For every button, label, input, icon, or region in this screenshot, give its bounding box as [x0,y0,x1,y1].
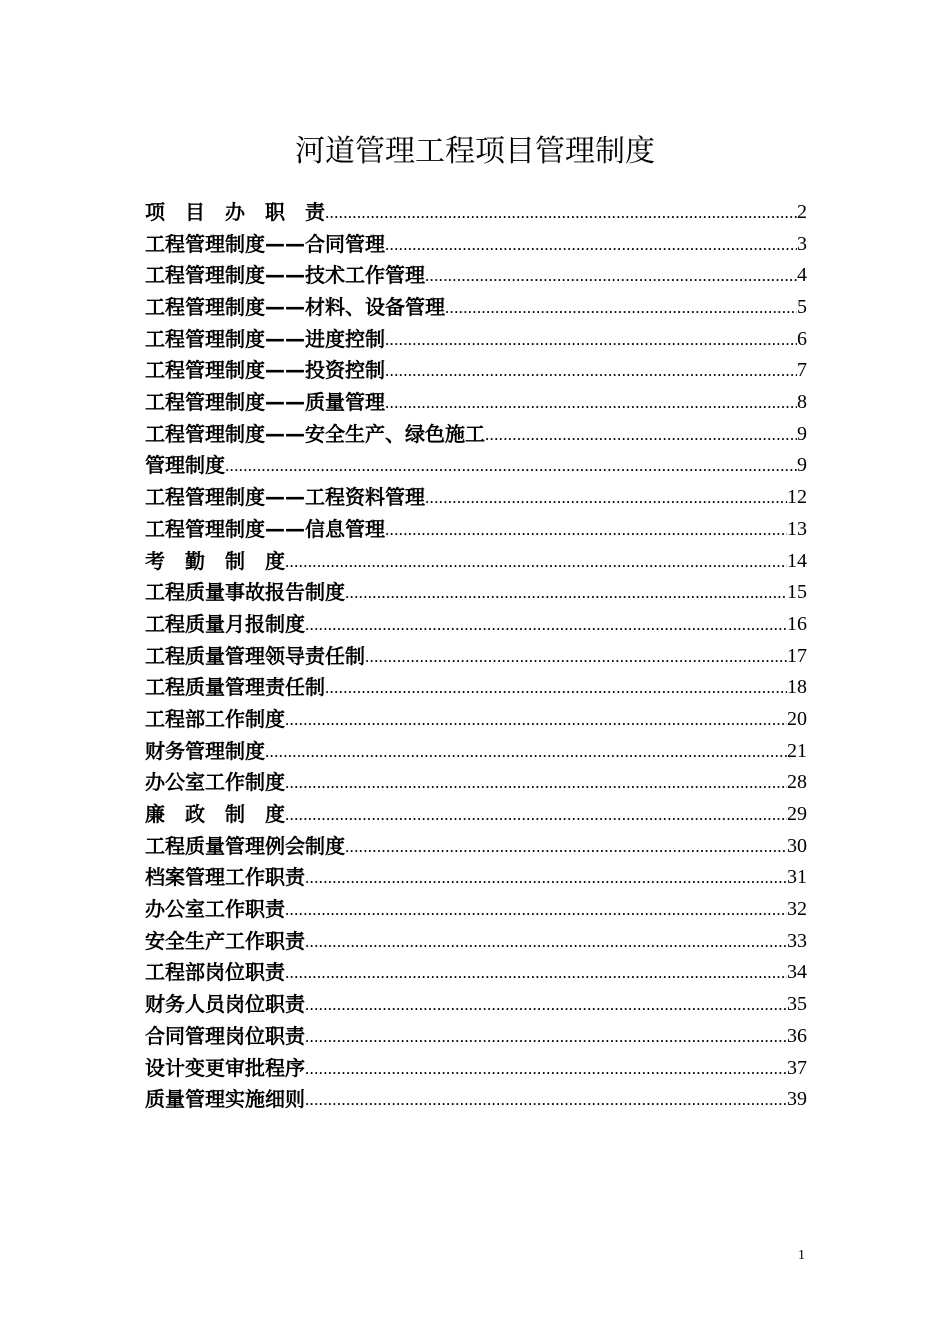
toc-dot-leader [425,260,797,292]
toc-entry-page: 34 [787,961,807,984]
toc-dot-leader [485,419,797,451]
toc-entry-page: 15 [787,581,807,604]
toc-entry-page: 3 [797,232,807,255]
toc-entry[interactable] [145,355,807,387]
toc-entry-page: 5 [797,296,807,319]
toc-dot-leader [385,387,797,419]
toc-entry[interactable] [145,577,807,609]
toc-entry-title: 办公室工作职责 [145,897,285,922]
toc-entry[interactable] [145,958,807,990]
toc-entry-title: 工程管理制度——质量管理 [145,390,385,415]
toc-entry[interactable] [145,419,807,451]
toc-entry[interactable] [145,704,807,736]
toc-entry[interactable] [145,609,807,641]
toc-entry-page: 36 [787,1024,807,1047]
toc-entry-title: 工程管理制度——安全生产、绿色施工 [145,421,485,446]
toc-entry-title: 工程质量事故报告制度 [145,580,345,605]
toc-entry-page: 12 [787,486,807,509]
toc-entry-title: 工程管理制度——投资控制 [145,358,385,383]
toc-entry[interactable] [145,1053,807,1085]
toc-dot-leader [305,1021,787,1053]
toc-dot-leader [325,197,797,229]
toc-entry-title: 工程管理制度——技术工作管理 [145,263,425,288]
toc-dot-leader [285,546,787,578]
toc-entry[interactable] [145,1084,807,1116]
toc-entry-page: 29 [787,803,807,826]
toc-dot-leader [345,577,787,609]
toc-entry-title: 管理制度 [145,453,225,478]
toc-dot-leader [285,704,787,736]
toc-dot-leader [285,767,787,799]
toc-entry-title: 工程管理制度——信息管理 [145,516,385,541]
toc-entry-page: 33 [787,929,807,952]
toc-entry[interactable] [145,229,807,261]
toc-entry-title: 工程管理制度——工程资料管理 [145,485,425,510]
toc-entry-page: 37 [787,1056,807,1079]
toc-entry[interactable] [145,767,807,799]
page-number: 1 [798,1248,805,1263]
toc-entry[interactable] [145,546,807,578]
toc-dot-leader [385,229,797,261]
toc-entry[interactable] [145,197,807,229]
toc-entry-page: 6 [797,327,807,350]
toc-entry[interactable] [145,894,807,926]
toc-entry[interactable] [145,799,807,831]
toc-entry-title: 工程管理制度——材料、设备管理 [145,295,445,320]
toc-dot-leader [345,831,787,863]
toc-entry-page: 9 [797,454,807,477]
toc-entry-page: 20 [787,707,807,730]
toc-entry-page: 13 [787,517,807,540]
toc-dot-leader [365,641,787,673]
toc-entry-title: 工程管理制度——合同管理 [145,231,385,256]
toc-dot-leader [305,926,787,958]
toc-entry-page: 17 [787,644,807,667]
toc-dot-leader [385,514,787,546]
toc-entry[interactable] [145,387,807,419]
toc-entry[interactable] [145,324,807,356]
toc-entry[interactable] [145,862,807,894]
toc-entry[interactable] [145,672,807,704]
table-of-contents [145,197,807,1116]
toc-entry-page: 32 [787,898,807,921]
toc-entry[interactable] [145,1021,807,1053]
toc-entry[interactable] [145,482,807,514]
toc-entry-page: 14 [787,549,807,572]
toc-entry-title: 工程质量月报制度 [145,611,305,636]
toc-dot-leader [385,355,797,387]
toc-dot-leader [285,799,787,831]
toc-entry-page: 16 [787,612,807,635]
toc-entry-page: 31 [787,866,807,889]
toc-entry-title: 项 目 办 职 责 [145,199,325,224]
toc-entry-page: 8 [797,391,807,414]
toc-entry-title: 工程质量管理领导责任制 [145,643,365,668]
toc-dot-leader [385,324,797,356]
toc-entry[interactable] [145,451,807,483]
toc-entry[interactable] [145,292,807,324]
document-title: 河道管理工程项目管理制度 [295,134,655,169]
toc-dot-leader [305,609,787,641]
toc-entry-page: 30 [787,834,807,857]
toc-entry-title: 工程质量管理例会制度 [145,833,345,858]
toc-entry[interactable] [145,260,807,292]
toc-entry-page: 2 [797,200,807,223]
toc-entry-title: 办公室工作制度 [145,770,285,795]
toc-dot-leader [305,862,787,894]
toc-dot-leader [285,957,787,989]
toc-dot-leader [265,736,787,768]
toc-entry-title: 档案管理工作职责 [145,865,305,890]
toc-dot-leader [305,989,787,1021]
toc-dot-leader [445,292,797,324]
toc-entry-title: 质量管理实施细则 [145,1087,305,1112]
toc-entry[interactable] [145,989,807,1021]
toc-entry-page: 35 [787,993,807,1016]
toc-entry[interactable] [145,831,807,863]
toc-entry-page: 7 [797,359,807,382]
toc-entry-page: 18 [787,676,807,699]
toc-dot-leader [305,1084,787,1116]
toc-entry-title: 工程部工作制度 [145,706,285,731]
toc-dot-leader [285,894,787,926]
toc-entry-title: 财务管理制度 [145,738,265,763]
toc-entry[interactable] [145,926,807,958]
toc-entry-page: 39 [787,1088,807,1111]
toc-entry-title: 财务人员岗位职责 [145,992,305,1017]
toc-dot-leader [425,482,787,514]
toc-entry-page: 21 [787,739,807,762]
toc-entry-title: 廉 政 制 度 [145,802,285,827]
toc-entry-title: 合同管理岗位职责 [145,1023,305,1048]
toc-entry-page: 4 [797,264,807,287]
toc-entry[interactable] [145,641,807,673]
toc-dot-leader [325,672,787,704]
toc-entry-title: 设计变更审批程序 [145,1055,305,1080]
toc-entry-title: 考 勤 制 度 [145,548,285,573]
toc-entry-page: 9 [797,422,807,445]
toc-entry-page: 28 [787,771,807,794]
toc-entry[interactable] [145,736,807,768]
toc-entry-title: 安全生产工作职责 [145,928,305,953]
toc-dot-leader [225,450,797,482]
toc-entry-title: 工程质量管理责任制 [145,675,325,700]
toc-dot-leader [305,1053,787,1085]
toc-entry[interactable] [145,514,807,546]
toc-entry-title: 工程部岗位职责 [145,960,285,985]
toc-entry-title: 工程管理制度——进度控制 [145,326,385,351]
